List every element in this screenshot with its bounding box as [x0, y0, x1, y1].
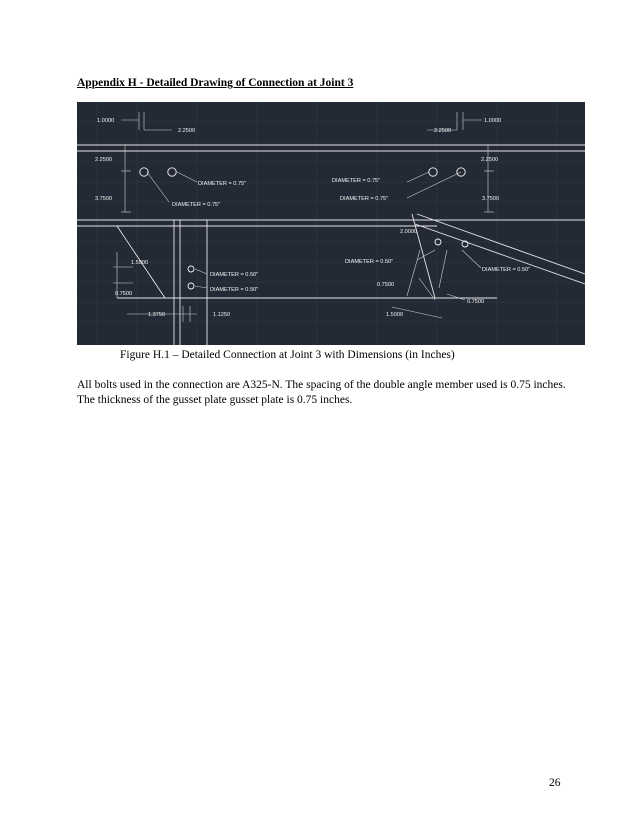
dim-1-0000-left: 1.0000: [97, 118, 115, 124]
dim-3-7500-left: 3.7500: [95, 196, 113, 202]
diameter-label-left-1: DIAMETER = 0.75": [198, 181, 247, 187]
dim-2-0000: 2.0000: [400, 229, 418, 235]
dim-1-5000-bottom: 1.5000: [386, 312, 404, 318]
drawing-canvas: [77, 102, 585, 345]
appendix-heading: Appendix H - Detailed Drawing of Connection at Joint 3: [77, 77, 354, 89]
dim-1-5000-left: 1.5000: [131, 260, 149, 266]
body-paragraph: All bolts used in the connection are A325-N. The spacing of the double angle member used is 0.75 inches. The thickness of the gusset plate gusset plate is 0.75 inches.: [77, 379, 566, 406]
connection-drawing: [77, 102, 585, 345]
dim-1-0000-right: 1.0000: [484, 118, 502, 124]
bolt-holes: [140, 168, 468, 289]
dim-3-7500-right: 3.7500: [482, 196, 500, 202]
diameter-label-left-2: DIAMETER = 0.75": [172, 202, 221, 208]
page-number: 26: [549, 777, 561, 789]
figure-caption: Figure H.1 – Detailed Connection at Joint 3 with Dimensions (in Inches): [120, 349, 455, 361]
dim-2-2500-right: 2.2500: [481, 157, 499, 163]
diameter-label-diag-1: DIAMETER = 0.50": [345, 259, 394, 265]
dim-0-7500-right: 0.7500: [467, 299, 485, 305]
diameter-label-mid-2: DIAMETER = 0.50": [210, 287, 259, 293]
diameter-label-diag-2: DIAMETER = 0.50": [482, 267, 531, 273]
diameter-label-mid-1: DIAMETER = 0.50": [210, 272, 259, 278]
dim-2-2500-left: 2.2500: [95, 157, 113, 163]
dim-1-1250: 1.1250: [213, 312, 231, 318]
dim-2-2500-top-left: 2.2500: [178, 128, 196, 134]
diameter-label-right-2: DIAMETER = 0.75": [340, 196, 389, 202]
dim-0-7500-left: 0.7500: [115, 291, 133, 297]
dim-2-2500-top-right: 2.2500: [434, 128, 452, 134]
dim-1-3750: 1.3750: [148, 312, 166, 318]
drawing-grid: [77, 102, 585, 345]
dim-0-7500-mid: 0.7500: [377, 282, 395, 288]
diameter-label-right-1: DIAMETER = 0.75": [332, 178, 381, 184]
